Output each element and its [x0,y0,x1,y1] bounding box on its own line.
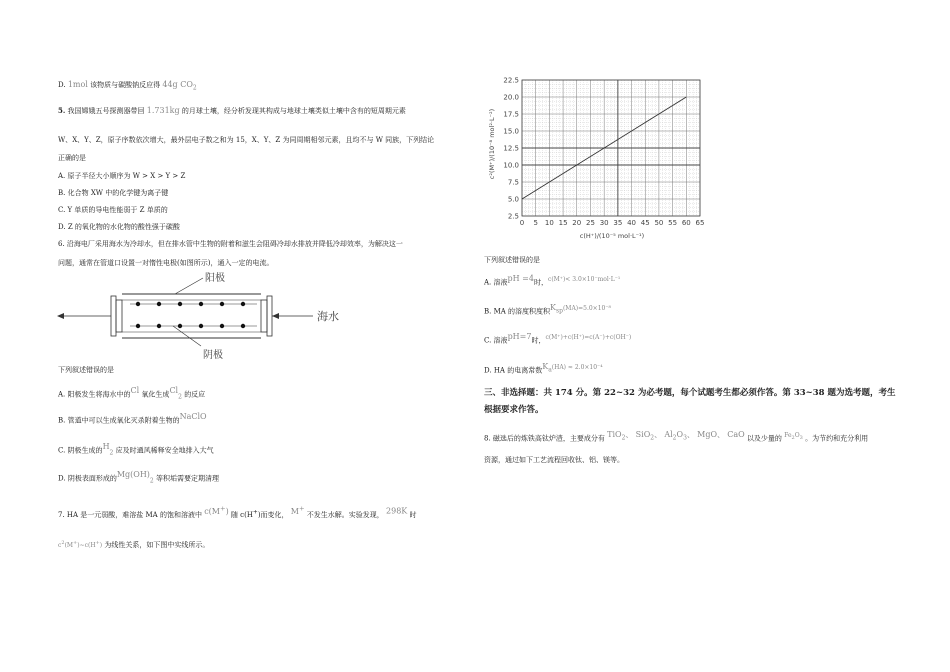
question-text: 为线性关系，如下图中实线所示。 [104,541,210,549]
formula: Cl [130,386,140,395]
x-tick-label: 5 [533,219,538,227]
q4-option-d [58,80,197,92]
x-tick-label: 40 [627,219,636,227]
option-text: 等积垢需要定期清理 [155,474,219,483]
q7-option-c [484,332,631,345]
y-tick-label: 5.0 [507,195,519,204]
formula: $c^2(M^+)\sim c(H^+)$ [58,540,103,549]
option-text: C. 溶液 [484,336,508,345]
x-tick-label: 15 [558,219,568,227]
option-text: A. 溶液 [484,278,508,287]
formula: 44g CO [162,80,193,89]
formula: Cl [169,386,179,395]
y-axis-label: c²(M⁺)/(10⁻⁸ mol²·L⁻²) [488,108,496,180]
x-tick-labels [520,219,705,227]
option-text: B. 管道中可以生成氧化灭杀附着生物的 [58,416,180,425]
x-tick-label: 10 [544,219,554,227]
cathode-label: 阴极 [203,350,223,361]
y-tick-label: 17.5 [503,110,519,119]
electrode-pipe-diagram [55,270,355,362]
q6-stem: 下列叙述错误的是 [58,366,114,374]
formula: Mg(OH) [116,470,150,479]
question-text: 7. HA 是一元弱酸，难溶盐 MA 的饱和溶液中 [58,510,202,519]
outflow-arrow-icon [57,313,64,319]
y-tick-label: 20.0 [503,93,519,102]
x-tick-label: 30 [599,219,609,227]
formula: Ksp(MA)=5.0×10⁻⁸ [550,303,611,315]
formula: Ka(HA) ≈ 2.0×10⁻⁴ [542,362,603,374]
subscript: 2 [192,84,197,92]
x-axis-label: c(H⁺)/(10⁻⁵ mol·L⁻¹) [579,232,645,240]
question-text: 时 [409,510,417,519]
pipe-flange-left [111,296,116,336]
q7-option-b [484,303,611,316]
q7-line-1: 7. HA 是一元弱酸，难溶盐 MA 的饱和溶液中 $^{c(M^+)}$ 随 c(H+)而变化， $^{M^+}$ 不发生水解。实验发现， $^{298K}$ 时 [58,504,417,519]
question-text: 不发生水解。实验发现， [306,510,384,519]
option-text: 时， [531,336,546,345]
formula: c(M⁺)+c(H⁺)=c(A⁻)+c(OH⁻) [545,334,632,341]
q6-line-2: 问题，通常在管道口设置一对惰性电极(如图所示)，通入一定的电流。 [58,259,274,267]
formula: c(M+) [204,504,229,516]
question-text: 我国嫦娥五号探测器带回 [67,107,145,115]
formula: c(M⁺)< 3.0×10⁻mol·L⁻¹ [547,276,621,283]
q7-line-2 [58,540,209,549]
formula: 298K [386,506,408,516]
y-tick-label: 2.5 [507,212,519,221]
y-tick-label: 10.0 [503,161,519,170]
question-text: 。为节约和充分利用 [805,434,869,443]
x-tick-label: 35 [613,219,623,227]
anode-leader-line [175,278,203,294]
question-text: 随 c(H [230,510,253,519]
question-number: 5. [58,106,66,115]
y-tick-label: 22.5 [503,76,519,85]
formula: SiO2、 [635,430,663,442]
y-tick-label: 15.0 [503,127,519,136]
option-text: B. MA 的溶度积度积 [484,307,551,316]
option-text: D. 阴极表面形成的 [58,474,117,483]
y-tick-label: 7.5 [507,178,519,187]
formula: TiO2、 [607,430,634,442]
pipe-collar-left [116,300,122,332]
q7-option-d [484,362,603,375]
pipe-flange-right [267,296,272,336]
q8-line-2: 资源，通过如下工艺流程回收钛、铝、镁等。 [484,456,624,464]
q7-stem: 下列叙述错误的是 [484,256,540,264]
pipe-collar-right [261,300,267,332]
option-text: 该物质与碳酸钠反应得 [90,81,161,89]
q8-line-1 [484,430,868,443]
q6-option-c [58,442,214,457]
formula: H [102,442,110,451]
question-text: 以及少量的 [746,434,782,443]
seawater-label: 海水 [317,310,339,323]
x-tick-label: 65 [695,219,705,227]
formula: NaClO [179,412,207,421]
x-tick-label: 25 [586,219,595,227]
x-tick-label: 50 [654,219,664,227]
subscript: 2 [109,449,114,457]
inflow-arrow-icon [272,313,279,319]
option-text: C. 阴极生成的 [58,446,103,455]
q6-option-a [58,386,205,401]
x-tick-label: 60 [681,219,691,227]
option-text: 时， [533,278,548,287]
option-text: 氧化生成 [141,390,170,399]
option-text: 应及时通风稀释安全地排入大气 [115,446,214,455]
x-tick-label: 20 [572,219,582,227]
formula: pH=7 [507,332,532,341]
chart-grid [522,80,700,216]
formula: 1mol [67,80,88,89]
formula: 1.731kg [146,106,180,115]
question-text: 的月球土壤，经分析发现其构成与地球土壤类似土壤中含有的短周期元素 [181,107,406,115]
subscript: 2 [178,393,182,401]
subscript: 2 [149,477,154,485]
q5-line-1 [58,106,406,116]
y-tick-labels [503,77,519,221]
q5-line-3: 正确的是 [58,154,86,162]
q6-line-1: 6. 沿海电厂采用海水为冷却水，但在排水管中生物的附着和滋生会阻碍冷却水排放并降低冷却效率，为解决这一 [58,240,403,248]
formula: CaO [727,430,745,439]
y-tick-label: 12.5 [503,144,519,153]
q6-option-d [58,470,219,485]
q7-option-a [484,274,620,287]
q5-option-b: B. 化合物 XW 中的化学键为离子键 [58,189,169,197]
line-chart [482,72,720,242]
formula: Al2O3、 [664,430,695,442]
formula: Fe2O3 [784,432,803,442]
option-text: A. 阳极发生将海水中的 [58,390,131,399]
formula: M+ [290,504,305,516]
q5-option-a: A. 原子半径大小顺序为 W > X > Y > Z [58,172,186,180]
q5-line-2: W、X、Y、Z，原子序数依次增大，最外层电子数之和为 15，X、Y、Z 为同周期相邻元素，且均不与 W 同族，下列结论 [58,136,435,144]
anode-label: 阳极 [205,273,225,284]
question-text: )而变化， [257,510,289,519]
option-text: D. HA 的电离常数 [484,366,543,375]
formula: pH =4 [507,274,534,283]
x-tick-label: 55 [668,219,678,227]
option-label: D. [58,81,66,89]
section-3-heading-cont: 根据要求作答。 [484,405,544,415]
option-text: 的反应 [184,390,206,399]
x-tick-label: 45 [640,219,650,227]
q5-option-c: C. Y 单质的导电性能弱于 Z 单质的 [58,206,168,214]
section-3-heading: 三、非选择题：共 174 分。第 22~32 为必考题，每个试题考生都必须作答。第 33~38 题为选考题，考生 [484,388,896,398]
q6-option-b [58,412,207,425]
formula: MgO、 [697,430,725,439]
x-tick-label: 0 [519,219,525,227]
question-text: 8. 磁选后的炼铁高钛炉渣，主要成分有 [484,434,605,443]
q5-option-d: D. Z 的氧化物的水化物的酸性强于碳酸 [58,223,180,231]
cathode-leader-line [173,326,201,346]
